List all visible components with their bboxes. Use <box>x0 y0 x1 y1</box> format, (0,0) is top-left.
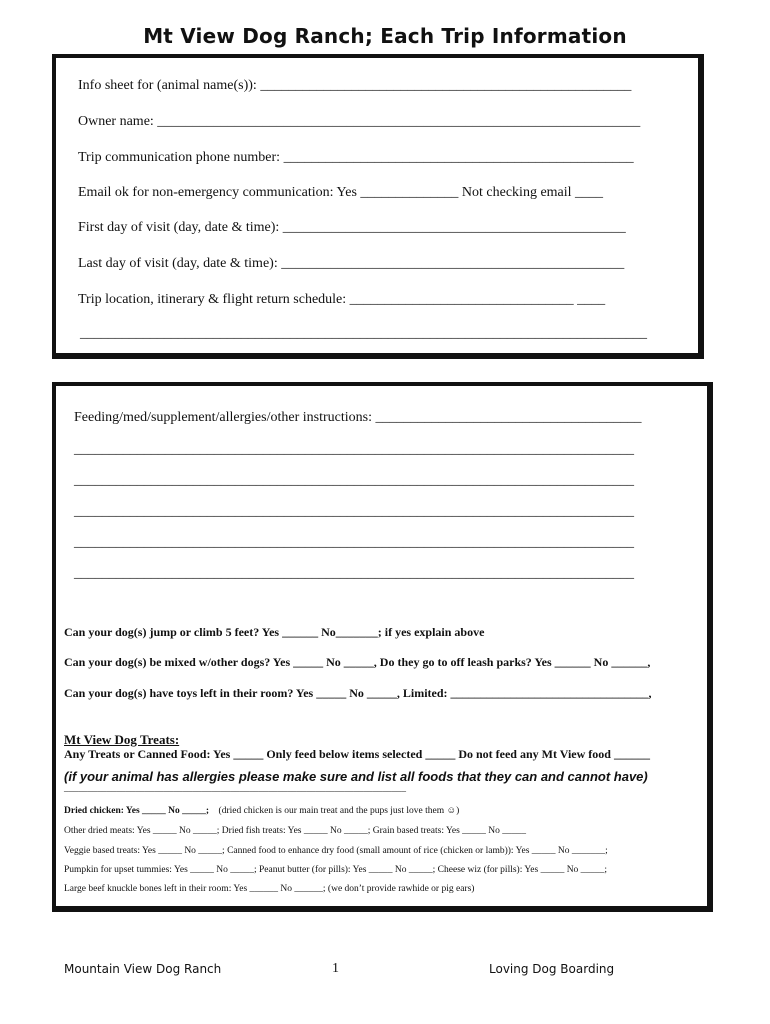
dried-chicken-question: Dried chicken: Yes _____ No _____; <box>64 806 210 816</box>
pumpkin-pb-cheese-line[interactable]: Pumpkin for upset tummies: Yes _____ No _____; Peanut butter (for pills): Yes _____ No _____; Cheese wiz (for pills): Yes _____ No _____; <box>64 865 608 875</box>
instructions-blank-line[interactable]: ________________________________________________________________________________ <box>74 473 634 488</box>
dried-chicken-line[interactable] <box>64 806 459 816</box>
footer-right: Loving Dog Boarding <box>489 962 615 976</box>
trip-location-continuation[interactable]: _________________________________________________________________________________ <box>80 326 647 341</box>
knuckle-bones-line[interactable]: Large beef knuckle bones left in their room: Yes ______ No ______; (we don’t provide rawhide or pig ears) <box>64 884 475 894</box>
phone-number-field[interactable]: Trip communication phone number: __________________________________________________ <box>78 150 634 165</box>
dried-chicken-note: (dried chicken is our main treat and the pups just love them ☺) <box>218 806 460 816</box>
toys-question[interactable]: Can your dog(s) have toys left in their room? Yes _____ No _____, Limited: _________________________________, <box>64 686 652 700</box>
instructions-blank-line[interactable]: ________________________________________________________________________________ <box>74 535 634 550</box>
instructions-blank-line[interactable]: ________________________________________________________________________________ <box>74 566 634 581</box>
allergy-divider: ________________________________________________________________________ <box>64 784 406 794</box>
jump-question[interactable]: Can your dog(s) jump or climb 5 feet? Yes ______ No_______; if yes explain above <box>64 625 485 639</box>
page-number: 1 <box>332 961 339 976</box>
other-treats-line[interactable]: Other dried meats: Yes _____ No _____; Dried fish treats: Yes _____ No _____; Grain based treats: Yes _____ No _____ <box>64 826 527 836</box>
trip-info-box <box>52 54 704 359</box>
veggie-canned-line[interactable]: Veggie based treats: Yes _____ No _____; Canned food to enhance dry food (small amount of rice (chicken or lamb)): Yes _____ No _______; <box>64 846 608 856</box>
last-day-field[interactable]: Last day of visit (day, date & time): _________________________________________________ <box>78 256 625 271</box>
allergy-note: (if your animal has allergies please make sure and list all foods that they can and cannot have) <box>64 769 648 784</box>
page-title: Mt View Dog Ranch; Each Trip Information <box>143 24 627 48</box>
treats-options[interactable]: Any Treats or Canned Food: Yes _____ Only feed below items selected _____ Do not feed any Mt View food ______ <box>64 747 650 761</box>
owner-name-field[interactable]: Owner name: _____________________________________________________________________ <box>78 114 641 129</box>
mixed-dogs-question[interactable]: Can your dog(s) be mixed w/other dogs? Yes _____ No _____, Do they go to off leash parks? Yes ______ No ______, <box>64 655 651 669</box>
instructions-blank-line[interactable]: ________________________________________________________________________________ <box>74 504 634 519</box>
email-ok-field[interactable]: Email ok for non-emergency communication: Yes ______________ Not checking email ____ <box>78 185 604 200</box>
treats-heading: Mt View Dog Treats: <box>64 732 180 747</box>
first-day-field[interactable]: First day of visit (day, date & time): _________________________________________________ <box>78 220 626 235</box>
instructions-blank-line[interactable]: ________________________________________________________________________________ <box>74 442 634 457</box>
trip-location-field[interactable]: Trip location, itinerary & flight return schedule: ________________________________ ____ <box>78 292 606 307</box>
animal-name-field[interactable]: Info sheet for (animal name(s)): _____________________________________________________ <box>78 78 632 93</box>
feeding-instructions-field[interactable]: Feeding/med/supplement/allergies/other instructions: ______________________________________ <box>74 410 642 425</box>
footer-left: Mountain View Dog Ranch <box>64 962 222 976</box>
